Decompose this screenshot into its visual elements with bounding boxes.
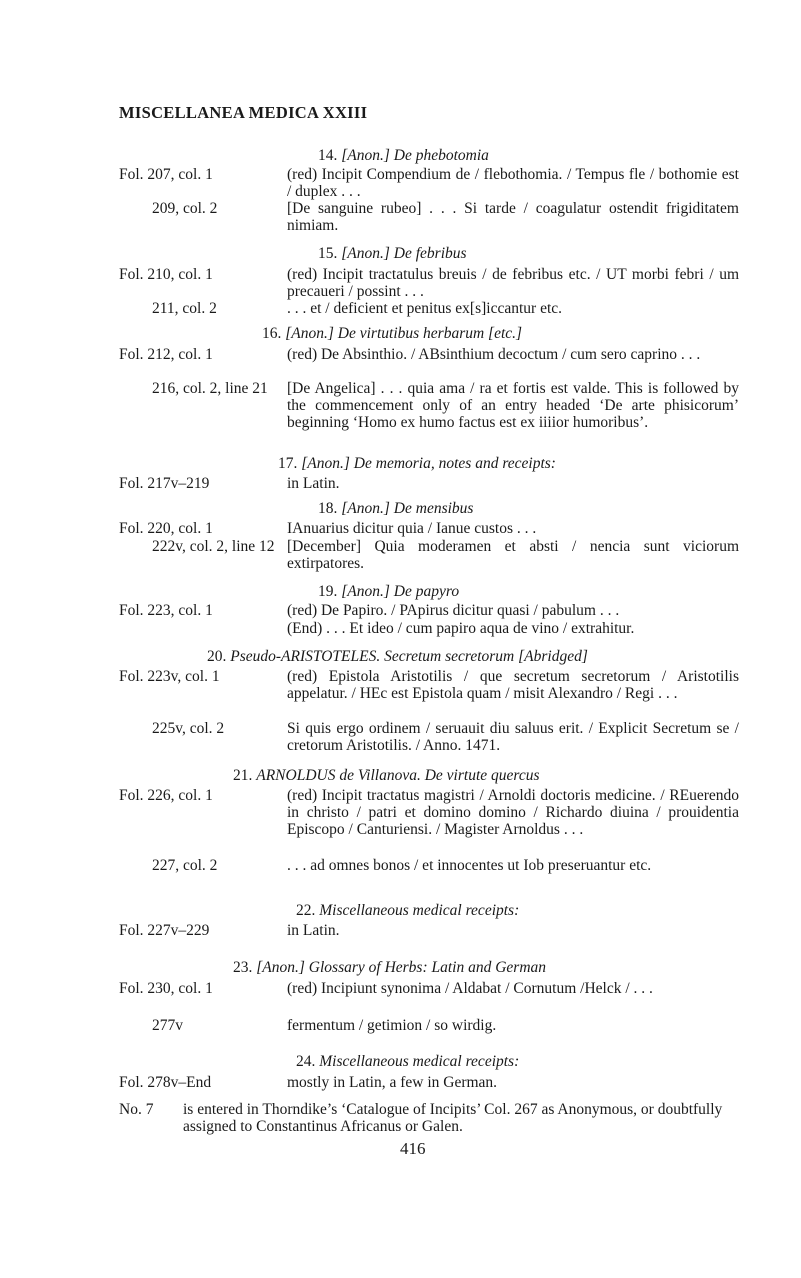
entry-text: (red) Incipit Compendium de / flebothomia. / Tempus fle / bothomie est / duplex . . . [287, 166, 739, 200]
entry-text: (End) . . . Et ideo / cum papiro aqua de vino / extrahitur. [287, 620, 635, 637]
folio-ref: Fol. 210, col. 1 [119, 266, 213, 283]
entry-title: 15. [Anon.] De febribus [318, 245, 467, 262]
footnote [119, 1101, 739, 1135]
folio-ref: 209, col. 2 [152, 200, 218, 217]
entry-text: in Latin. [287, 475, 340, 492]
folio-ref: Fol. 226, col. 1 [119, 787, 213, 804]
folio-ref: Fol. 223, col. 1 [119, 602, 213, 619]
folio-ref: Fol. 207, col. 1 [119, 166, 213, 183]
entry-text: (red) Incipit tractatus magistri / Arnoldi doctoris medicine. / REuerendo in christo / patri et domino domino / Richardo diuina / prouidentia Episcopo / Canturiensi. / Magister Arnoldus . . . [287, 787, 739, 838]
entry-text: (red) Epistola Aristotilis / que secretum secretorum / Aristotilis appelatur. / HEc est Epistola quam / misit Alexandro / Regi . . . [287, 668, 739, 702]
folio-ref: 227, col. 2 [152, 857, 218, 874]
entry-text: IAnuarius dicitur quia / Ianue custos . . . [287, 520, 537, 537]
entry-text: [December] Quia moderamen et absti / nencia sunt viciorum extirpatores. [287, 538, 739, 572]
entry-text: (red) De Papiro. / PApirus dicitur quasi / pabulum . . . [287, 602, 620, 619]
entry-title: 21. ARNOLDUS de Villanova. De virtute quercus [233, 767, 540, 784]
folio-ref: 216, col. 2, line 21 [152, 380, 268, 397]
entry-title: 16. [Anon.] De virtutibus herbarum [etc.] [262, 325, 523, 342]
entry-title: 14. [Anon.] De phebotomia [318, 147, 489, 164]
entry-text: in Latin. [287, 922, 340, 939]
folio-ref: Fol. 217v–219 [119, 475, 210, 492]
folio-ref: Fol. 227v–229 [119, 922, 210, 939]
entry-text: [De Angelica] . . . quia ama / ra et fortis est valde. This is followed by the commencement only of an entry headed ‘De arte phisicorum’ beginning ‘Homo ex humo factus est ex iiiior humoribus’. [287, 380, 739, 431]
folio-ref: Fol. 230, col. 1 [119, 980, 213, 997]
folio-ref: Fol. 223v, col. 1 [119, 668, 220, 685]
folio-ref: Fol. 220, col. 1 [119, 520, 213, 537]
entry-title: 20. Pseudo-ARISTOTELES. Secretum secretorum [Abridged] [207, 648, 588, 665]
entry-text: . . . et / deficient et penitus ex[s]iccantur etc. [287, 300, 563, 317]
footnote-label: No. 7 [119, 1101, 154, 1118]
entry-text: fermentum / getimion / so wirdig. [287, 1017, 497, 1034]
entry-text: mostly in Latin, a few in German. [287, 1074, 498, 1091]
folio-ref: 277v [152, 1017, 183, 1034]
folio-ref: 211, col. 2 [152, 300, 217, 317]
entry-title: 22. Miscellaneous medical receipts: [296, 902, 520, 919]
entry-text: . . . ad omnes bonos / et innocentes ut Iob preseruantur etc. [287, 857, 652, 874]
entry-text: Si quis ergo ordinem / seruauit diu saluus erit. / Explicit Secretum se / cretorum Aristotilis. / Anno. 1471. [287, 720, 739, 754]
folio-ref: Fol. 278v–End [119, 1074, 212, 1091]
entry-title: 19. [Anon.] De papyro [318, 583, 460, 600]
running-header: MISCELLANEA MEDICA XXIII [119, 103, 368, 122]
entry-title: 23. [Anon.] Glossary of Herbs: Latin and German [233, 959, 547, 976]
entry-title: 18. [Anon.] De mensibus [318, 500, 474, 517]
entry-text: [De sanguine rubeo] . . . Si tarde / coagulatur ostendit frigiditatem nimiam. [287, 200, 739, 234]
entry-text: (red) Incipit tractatulus breuis / de febribus etc. / UT morbi febri / um precaueri / possint . . . [287, 266, 739, 300]
folio-ref: Fol. 212, col. 1 [119, 346, 213, 363]
entry-text: (red) De Absinthio. / ABsinthium decoctum / cum sero caprino . . . [287, 346, 701, 363]
page-number: 416 [400, 1139, 426, 1158]
entry-title: 17. [Anon.] De memoria, notes and receipts: [278, 455, 556, 472]
footnote-text: is entered in Thorndike’s ‘Catalogue of Incipits’ Col. 267 as Anonymous, or doubtfully assigned to Constantinus Africanus or Galen. [183, 1101, 723, 1135]
entry-text: (red) Incipiunt synonima / Aldabat / Cornutum /Helck / . . . [287, 980, 653, 997]
folio-ref: 225v, col. 2 [152, 720, 225, 737]
folio-ref: 222v, col. 2, line 12 [152, 538, 275, 555]
entry-title: 24. Miscellaneous medical receipts: [296, 1053, 520, 1070]
